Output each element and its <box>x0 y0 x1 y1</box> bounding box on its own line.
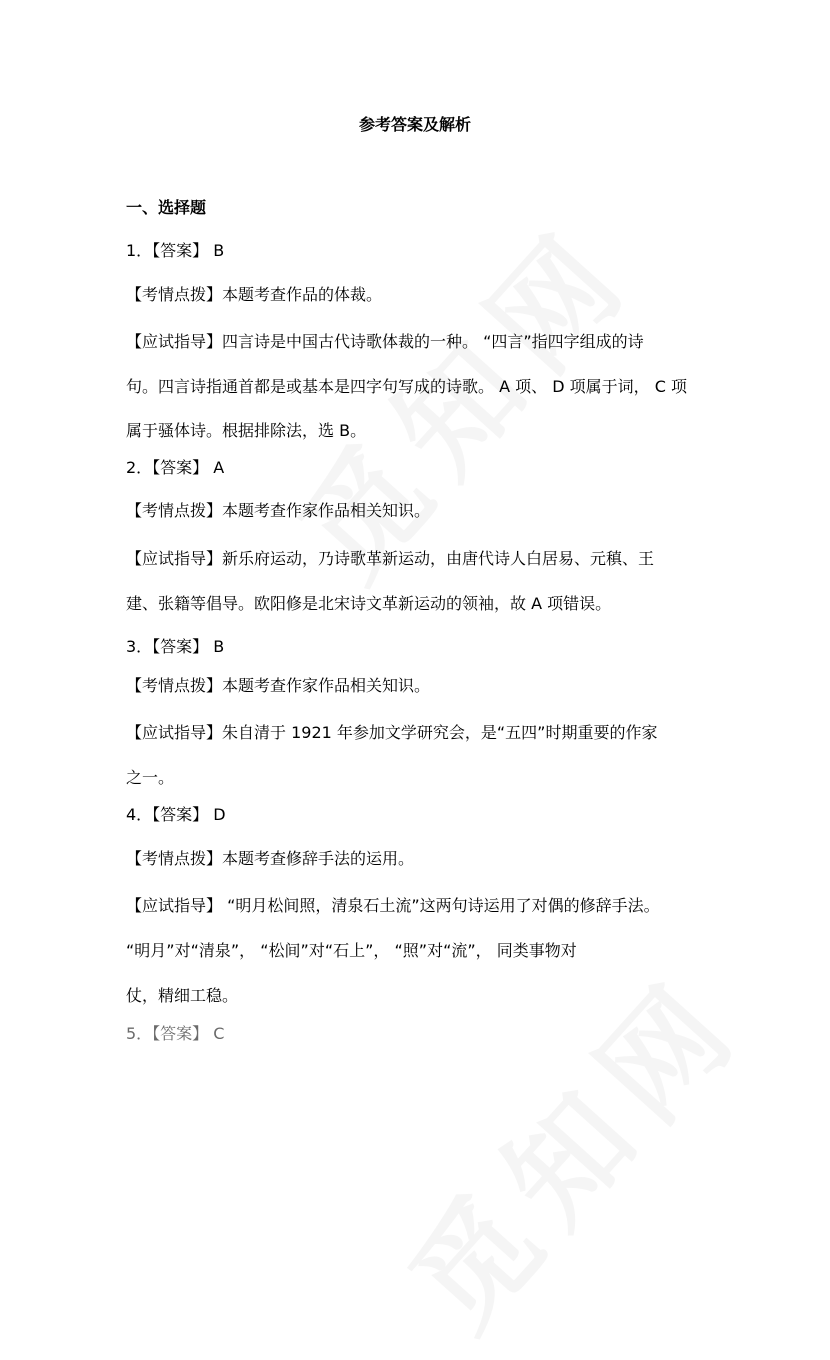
q2-answer: 2．【答案】 A <box>126 458 225 477</box>
q1-guide-line2: 句。四言诗指通首都是或基本是四字句写成的诗歌。 A 项、 D 项属于词， C 项 <box>126 377 687 396</box>
q4-guide-line2: “明月”对“清泉”， “松间”对“石上”， “照”对“流”， 同类事物对 <box>126 941 577 960</box>
q2-guide-line2: 建、张籍等倡导。欧阳修是北宋诗文革新运动的领袖，故 A 项错误。 <box>126 594 612 613</box>
q1-answer: 1．【答案】 B <box>126 241 225 260</box>
q3-guide-line1: 【应试指导】朱自清于 1921 年参加文学研究会，是“五四”时期重要的作家 <box>126 723 658 742</box>
q5-answer: 5．【答案】 C <box>126 1024 225 1043</box>
page-title: 参考答案及解析 <box>358 115 471 134</box>
q4-guide-line3: 仗，精细工稳。 <box>126 986 239 1005</box>
q2-point: 【考情点拨】本题考查作家作品相关知识。 <box>126 501 431 520</box>
q3-answer: 3．【答案】 B <box>126 637 225 656</box>
q1-guide-line1: 【应试指导】四言诗是中国古代诗歌体裁的一种。 “四言”指四字组成的诗 <box>126 332 644 351</box>
watermark-text-bottom <box>366 932 775 1359</box>
q4-answer: 4．【答案】 D <box>126 805 226 824</box>
q1-guide-line3: 属于骚体诗。根据排除法，选 B。 <box>126 421 367 440</box>
q1-point: 【考情点拨】本题考查作品的体裁。 <box>126 285 383 304</box>
q3-point: 【考情点拨】本题考查作家作品相关知识。 <box>126 676 431 695</box>
section-heading: 一、选择题 <box>126 198 207 217</box>
q2-guide-line1: 【应试指导】新乐府运动，乃诗歌革新运动，由唐代诗人白居易、元稹、王 <box>126 549 655 568</box>
q4-point: 【考情点拨】本题考查修辞手法的运用。 <box>126 849 415 868</box>
q3-guide-line2: 之一。 <box>126 768 175 787</box>
q4-guide-line1: 【应试指导】 “明月松间照，清泉石土流”这两句诗运用了对偶的修辞手法。 <box>126 896 660 915</box>
